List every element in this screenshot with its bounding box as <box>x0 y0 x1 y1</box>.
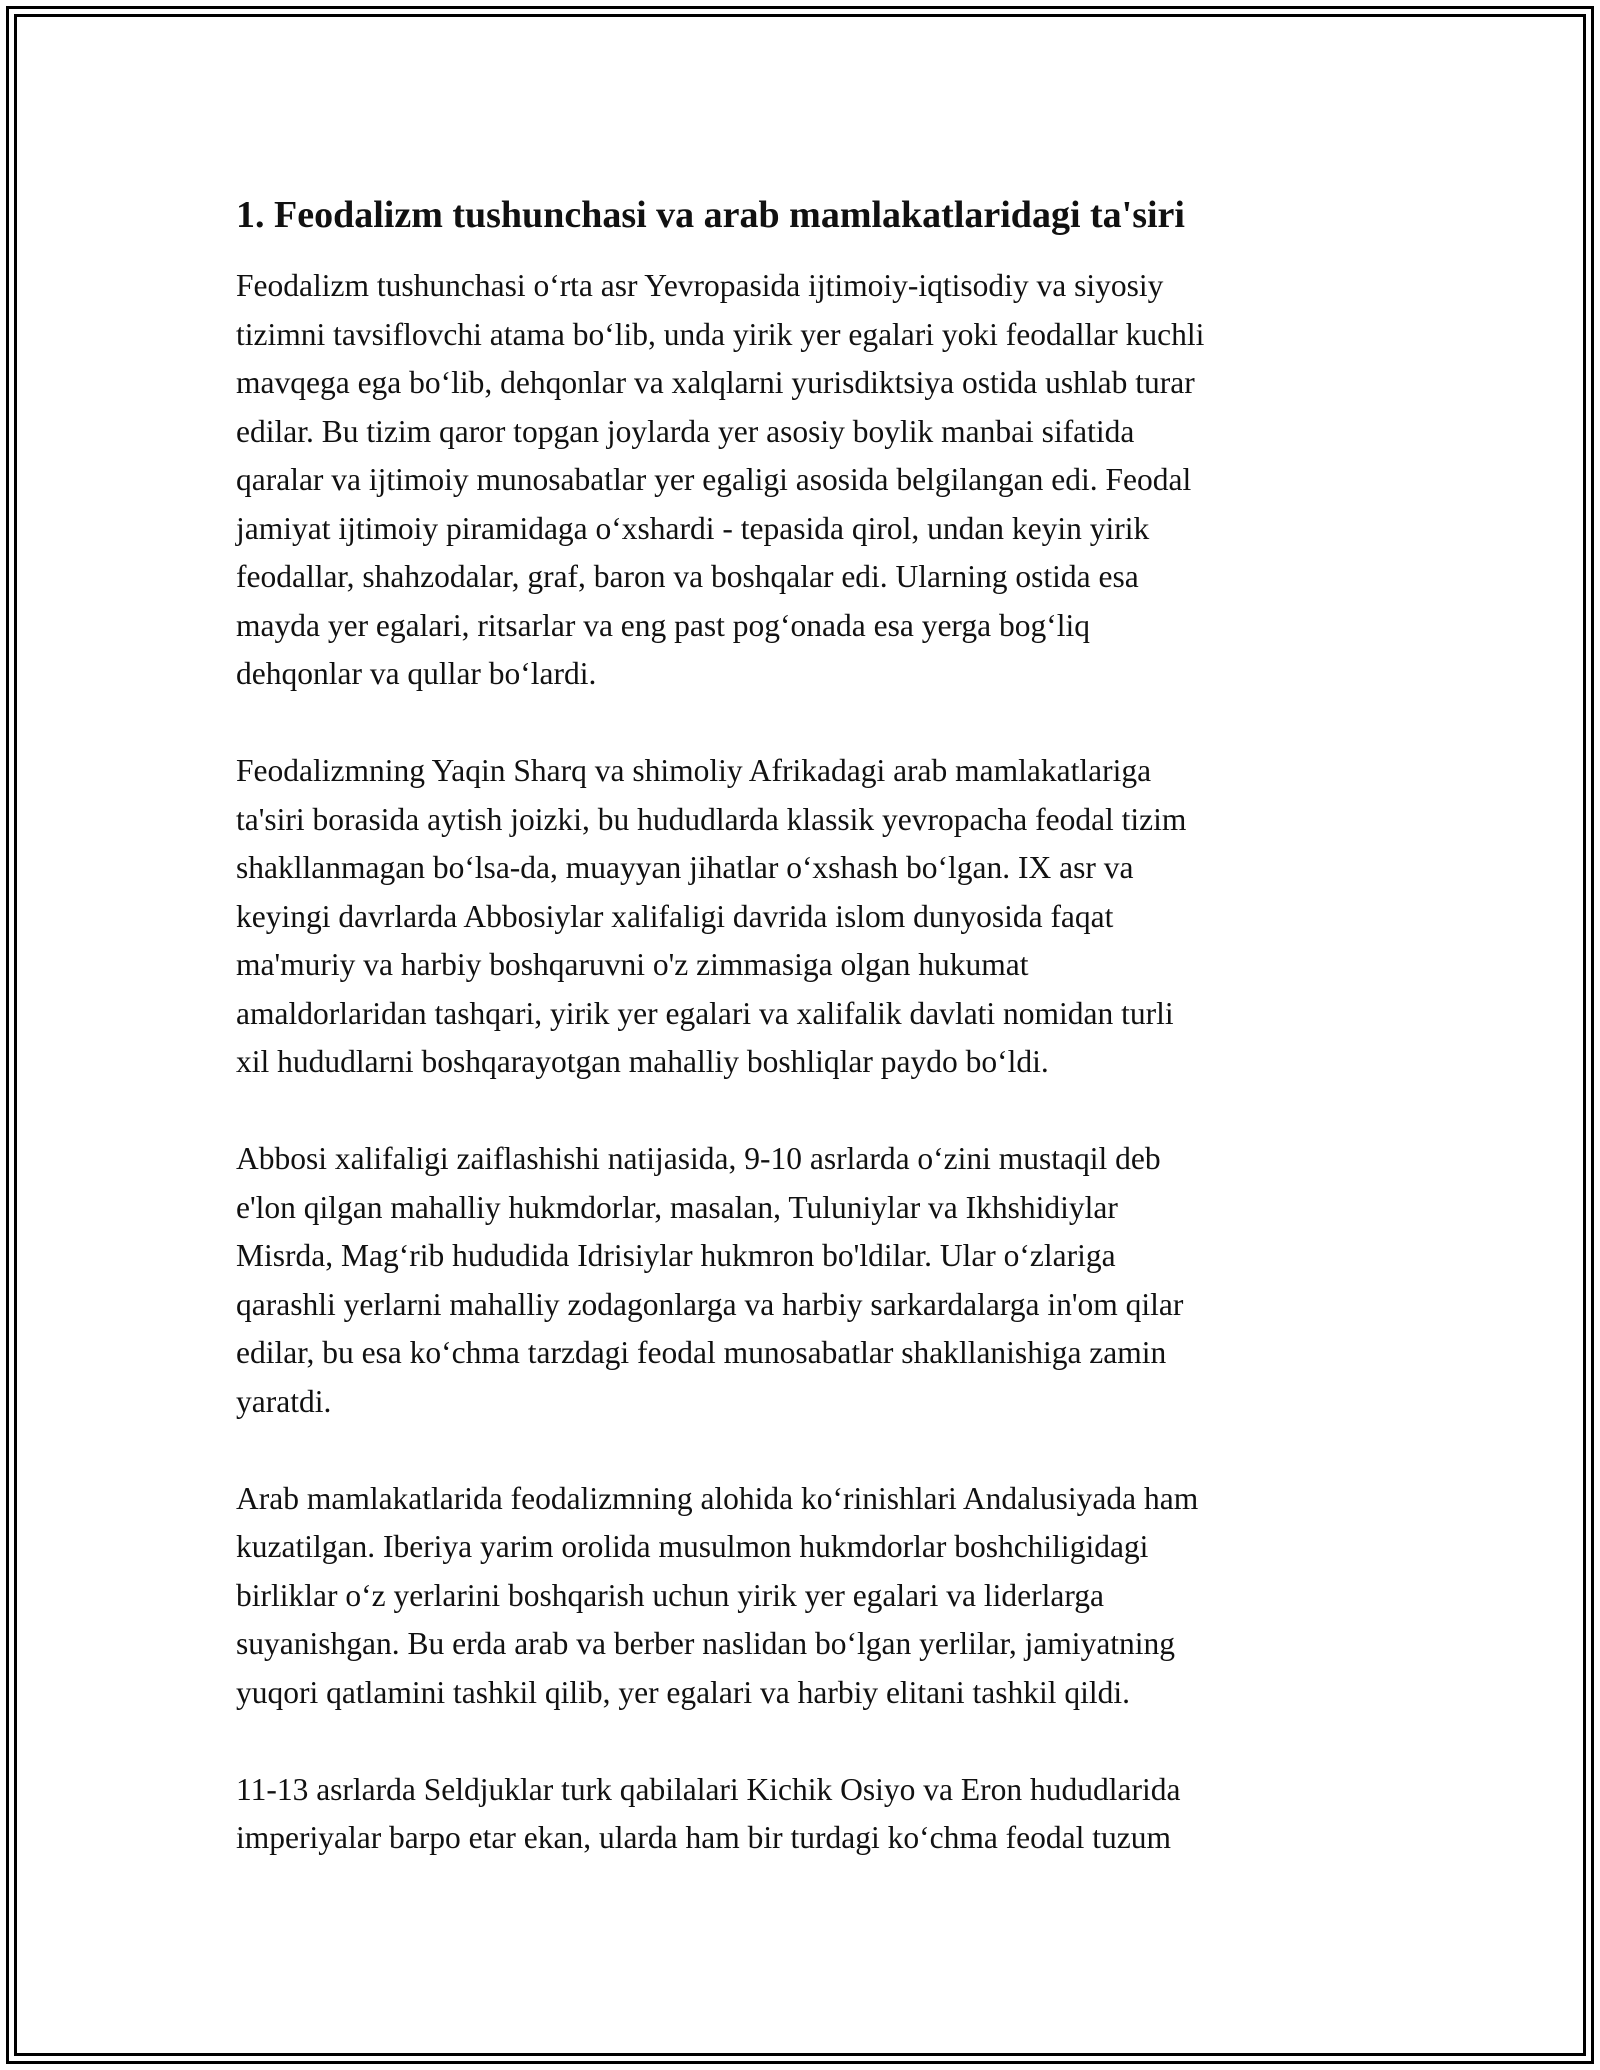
text-line: edilar. Bu tizim qaror topgan joylarda yer asosiy boylik manbai sifatida <box>236 413 1135 449</box>
paragraph-seljuks <box>236 1766 1376 1863</box>
text-line: ma'muriy va harbiy boshqaruvni o'z zimmasiga olgan hukumat <box>236 947 1029 982</box>
text-line: amaldorlaridan tashqari, yirik yer egalari va xalifalik davlati nomidan turli <box>236 995 1174 1031</box>
text-line: birliklar o‘z yerlarini boshqarish uchun yirik yer egalari va liderlarga <box>236 1577 1104 1613</box>
text-line: e'lon qilgan mahalliy hukmdorlar, masalan, Tuluniylar va Ikhshidiylar <box>236 1189 1118 1225</box>
paragraph-andalusia <box>236 1475 1376 1718</box>
text-line: qarashli yerlarni mahalliy zodagonlarga va harbiy sarkardalarga in'om qilar <box>236 1286 1184 1322</box>
text-line: Feodalizm tushunchasi o‘rta asr Yevropasida ijtimoiy-iqtisodiy va siyosiy <box>236 268 1164 303</box>
text-line: Arab mamlakatlarida feodalizmning alohida ko‘rinishlari Andalusiyada ham <box>236 1480 1199 1516</box>
text-line: keyingi davrlarda Abbosiylar xalifaligi davrida islom dunyosida faqat <box>236 898 1114 934</box>
text-line: imperiyalar barpo etar ekan, ularda ham bir turdagi ko‘chma feodal tuzum <box>236 1820 1171 1855</box>
paragraph-feudalism-definition <box>236 262 1376 699</box>
text-line: edilar, bu esa ko‘chma tarzdagi feodal munosabatlar shakllanishiga zamin <box>236 1335 1167 1370</box>
text-line: Misrda, Mag‘rib hududida Idrisiylar hukmron bo'ldilar. Ular o‘zlariga <box>236 1238 1116 1273</box>
document-body <box>236 190 1376 1863</box>
text-line: yuqori qatlamini tashkil qilib, yer egalari va harbiy elitani tashkil qildi. <box>236 1674 1131 1710</box>
text-line: feodallar, shahzodalar, graf, baron va boshqalar edi. Ularning ostida esa <box>236 559 1139 594</box>
text-line: mayda yer egalari, ritsarlar va eng past pog‘onada esa yerga bog‘liq <box>236 607 1090 643</box>
text-line: mavqega ega bo‘lib, dehqonlar va xalqlarni yurisdiktsiya ostida ushlab turar <box>236 365 1195 400</box>
text-line: qaralar va ijtimoiy munosabatlar yer egaligi asosida belgilangan edi. Feodal <box>236 462 1192 497</box>
text-line: shakllanmagan bo‘lsa-da, muayyan jihatlar o‘xshash bo‘lgan. IX asr va <box>236 850 1134 885</box>
text-line: jamiyat ijtimoiy piramidaga o‘xshardi - tepasida qirol, undan keyin yirik <box>236 510 1150 546</box>
text-line: xil hududlarni boshqarayotgan mahalliy boshliqlar paydo bo‘ldi. <box>236 1044 1049 1079</box>
section-title: 1. Feodalizm tushunchasi va arab mamlakatlaridagi ta'siri <box>236 194 1185 236</box>
text-line: yaratdi. <box>236 1383 332 1419</box>
text-line: suyanishgan. Bu erda arab va berber naslidan bo‘lgan yerlilar, jamiyatning <box>236 1626 1176 1661</box>
paragraph-arab-influence <box>236 747 1376 1087</box>
text-line: ta'siri borasida aytish joizki, bu hududlarda klassik yevropacha feodal tizim <box>236 801 1187 837</box>
text-line: Feodalizmning Yaqin Sharq va shimoliy Afrikadagi arab mamlakatlariga <box>236 753 1152 788</box>
text-line: 11-13 asrlarda Seldjuklar turk qabilalari Kichik Osiyo va Eron hududlarida <box>236 1771 1181 1807</box>
text-line: dehqonlar va qullar bo‘lardi. <box>236 656 597 691</box>
text-line: Abbosi xalifaligi zaiflashishi natijasida, 9-10 asrlarda o‘zini mustaqil deb <box>236 1141 1161 1176</box>
paragraph-abbasid-decline <box>236 1135 1376 1426</box>
text-line: kuzatilgan. Iberiya yarim orolida musulmon hukmdorlar boshchiligidagi <box>236 1529 1149 1564</box>
text-line: tizimni tavsiflovchi atama bo‘lib, unda yirik yer egalari yoki feodallar kuchli <box>236 316 1205 352</box>
